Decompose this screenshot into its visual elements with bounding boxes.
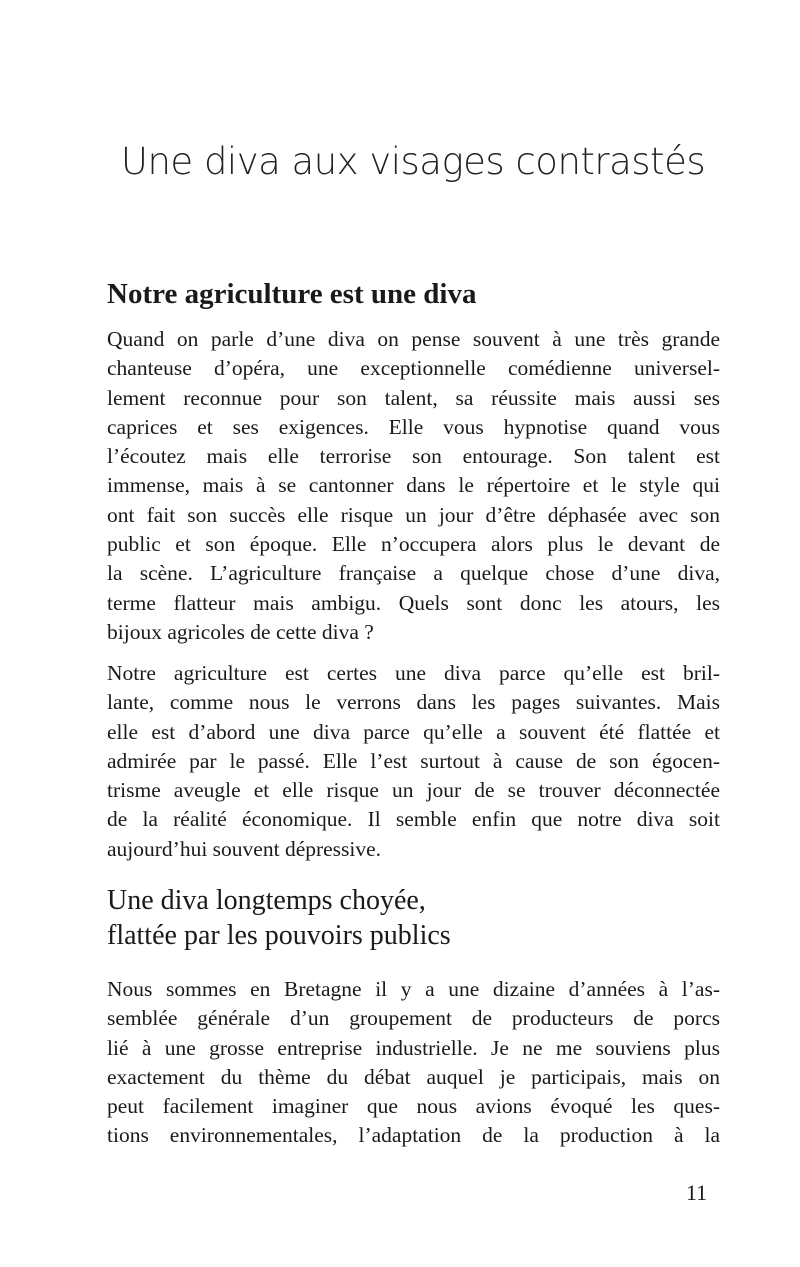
text-line: aujourd’hui souvent dépressive. (107, 836, 382, 861)
text-line: Quand on parle d’une diva on pense souvent à une très grande (107, 327, 720, 351)
text-line: exactement du thème du débat auquel je participais, mais on (107, 1064, 720, 1089)
text-line: lante, comme nous le verrons dans les pages suivantes. Mais (107, 690, 720, 715)
text-line: tions environnementales, l’adaptation de la production à la (107, 1123, 720, 1148)
text-line: caprices et ses exigences. Elle vous hypnotise quand vous (107, 414, 720, 439)
text-line: terme flatteur mais ambigu. Quels sont donc les atours, les (107, 590, 720, 615)
text-line: la scène. L’agriculture française a quelque chose d’une diva, (107, 561, 720, 586)
text-line: l’écoutez mais elle terrorise son entourage. Son talent est (107, 444, 720, 469)
subsection-heading-line: flattée par les pouvoirs publics (107, 920, 451, 951)
paragraph-3 (107, 975, 720, 1151)
text-line: de la réalité économique. Il semble enfin que notre diva soit (107, 807, 720, 832)
text-line: Nous sommes en Bretagne il y a une dizaine d’années à l’as- (107, 977, 720, 1001)
text-line: Notre agriculture est certes une diva parce qu’elle est bril- (107, 661, 720, 685)
text-line: chanteuse d’opéra, une exceptionnelle comédienne universel- (107, 356, 720, 381)
text-line: semblée générale d’un groupement de producteurs de porcs (107, 1006, 720, 1031)
text-line: trisme aveugle et elle risque un jour de se trouver déconnectée (107, 778, 720, 803)
chapter-title: Une diva aux visages contrastés (120, 140, 706, 183)
text-line: bijoux agricoles de cette diva ? (107, 619, 374, 644)
text-line: public et son époque. Elle n’occupera alors plus le devant de (107, 532, 720, 557)
text-line: ont fait son succès elle risque un jour d’être déphasée avec son (107, 502, 720, 527)
subsection-heading-line: Une diva longtemps choyée, (107, 885, 426, 916)
page-number: 11 (686, 1180, 708, 1205)
text-line: admirée par le passé. Elle l’est surtout à cause de son égocen- (107, 748, 720, 773)
subsection-heading (107, 883, 451, 953)
text-line: lié à une grosse entreprise industrielle. Je ne me souviens plus (107, 1035, 720, 1060)
text-line: immense, mais à se cantonner dans le répertoire et le style qui (107, 473, 720, 498)
paragraph-1 (107, 325, 720, 647)
text-line: elle est d’abord une diva parce qu’elle a souvent été flattée et (107, 719, 720, 744)
paragraph-2 (107, 659, 720, 864)
text-line: lement reconnue pour son talent, sa réussite mais aussi ses (107, 385, 720, 410)
section-heading: Notre agriculture est une diva (107, 278, 477, 310)
text-line: peut facilement imaginer que nous avions évoqué les ques- (107, 1094, 720, 1119)
